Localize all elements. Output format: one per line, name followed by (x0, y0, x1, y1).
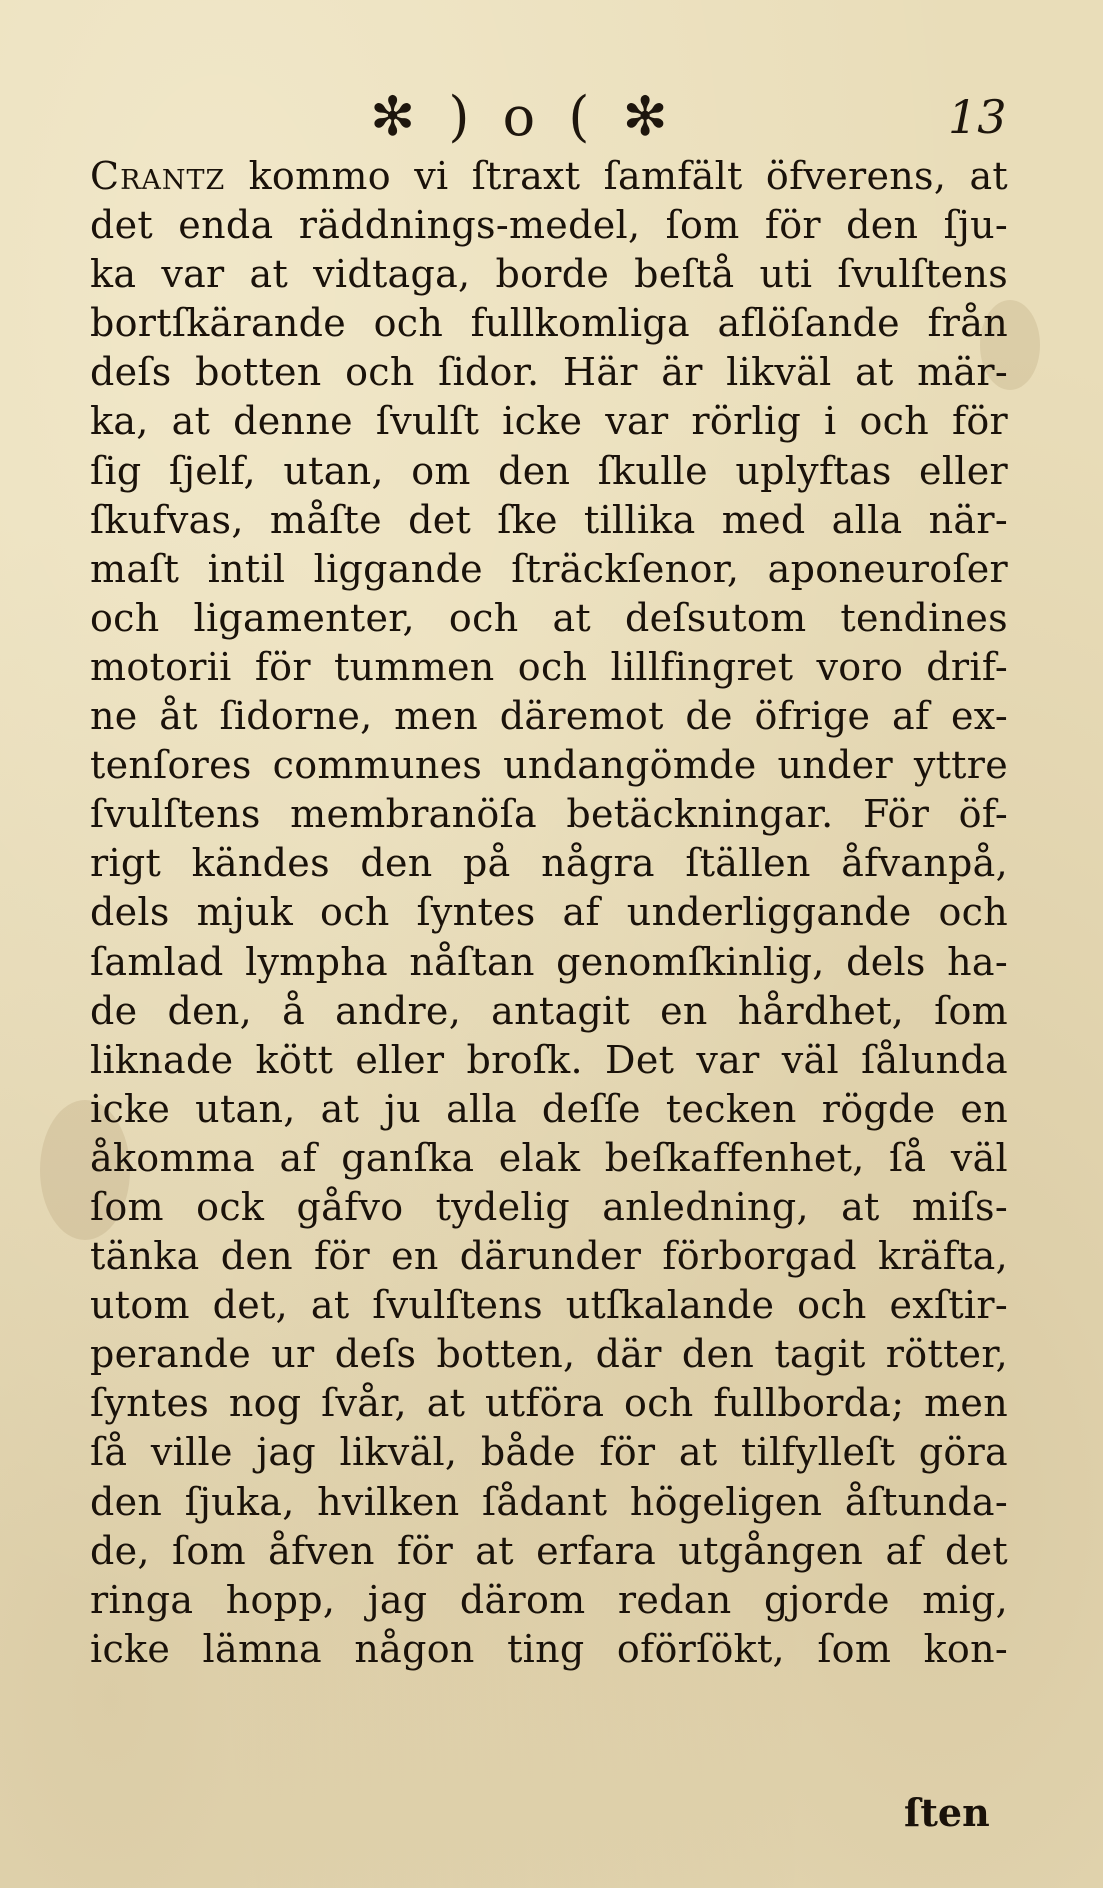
text-line: utom det, at ſvulſtens utſkalande och exſtir- (90, 1283, 1008, 1328)
text-line-1 (90, 152, 1008, 201)
text-line: icke utan, at ju alla deſſe tecken rögde en (90, 1086, 1008, 1131)
author-name: Crantz (90, 154, 226, 198)
first-line-text: kommo vi ſtraxt ſamfält öfverens, at (225, 154, 1008, 198)
text-line: motorii för tummen och lillfingret voro drif- (90, 644, 1008, 689)
catchword: ſten (904, 1790, 990, 1835)
body-text (90, 152, 1008, 1674)
text-line: ſom ock gåfvo tydelig anledning, at miſs- (90, 1184, 1008, 1229)
running-header (0, 82, 1103, 152)
page-number: 13 (948, 90, 1007, 144)
text-line: maſt intil liggande ſträckſenor, aponeuroſer (90, 546, 1008, 591)
text-line: bortſkärande och fullkomliga aflöſande från (90, 301, 1008, 346)
text-line: ringa hopp, jag därom redan gjorde mig, (90, 1577, 1008, 1622)
text-line: ſvulſtens membranöſa betäckningar. För öf- (90, 792, 1008, 837)
text-line: och ligamenter, och at deſsutom tendines (90, 595, 1008, 640)
text-lines (90, 201, 1008, 1674)
text-line: ſå ville jag likväl, både för at tilfylleſt göra (90, 1430, 1008, 1475)
text-line: rigt kändes den på några ſtällen åfvanpå, (90, 841, 1008, 886)
header-ornament: ✻ ) o ( ✻ (370, 85, 676, 148)
text-line: ſamlad lympha nåſtan genomſkinlig, dels ha- (90, 939, 1008, 984)
text-line: dels mjuk och ſyntes af underliggande och (90, 890, 1008, 935)
text-line: tenſores communes undangömde under yttre (90, 743, 1008, 788)
text-line: ka, at denne ſvulſt icke var rörlig i och för (90, 399, 1008, 444)
text-line: perande ur deſs botten, där den tagit rötter, (90, 1332, 1008, 1377)
text-line: ſkufvas, måſte det ſke tillika med alla när- (90, 497, 1008, 542)
text-line: ſyntes nog ſvår, at utföra och fullborda; men (90, 1381, 1008, 1426)
text-line: det enda räddnings-medel, ſom för den ſju- (90, 203, 1008, 248)
text-line: icke lämna någon ting oförſökt, ſom kon- (90, 1626, 1008, 1671)
text-line: deſs botten och ſidor. Här är likväl at mär- (90, 350, 1008, 395)
text-line: ne åt ſidorne, men däremot de öfrige af ex- (90, 694, 1008, 739)
text-line: åkomma af ganſka elak beſkaffenhet, ſå väl (90, 1135, 1008, 1180)
text-line: de den, å andre, antagit en hårdhet, ſom (90, 988, 1008, 1033)
text-line: de, ſom åfven för at erfara utgången af det (90, 1528, 1008, 1573)
text-line: ſig ſjelf, utan, om den ſkulle uplyftas eller (90, 448, 1008, 493)
text-line: ka var at vidtaga, borde beſtå uti ſvulſtens (90, 252, 1008, 297)
text-line: tänka den för en därunder förborgad kräfta, (90, 1234, 1008, 1279)
text-line: liknade kött eller broſk. Det var väl ſålunda (90, 1037, 1008, 1082)
text-line: den ſjuka, hvilken ſådant högeligen åſtunda- (90, 1479, 1008, 1524)
